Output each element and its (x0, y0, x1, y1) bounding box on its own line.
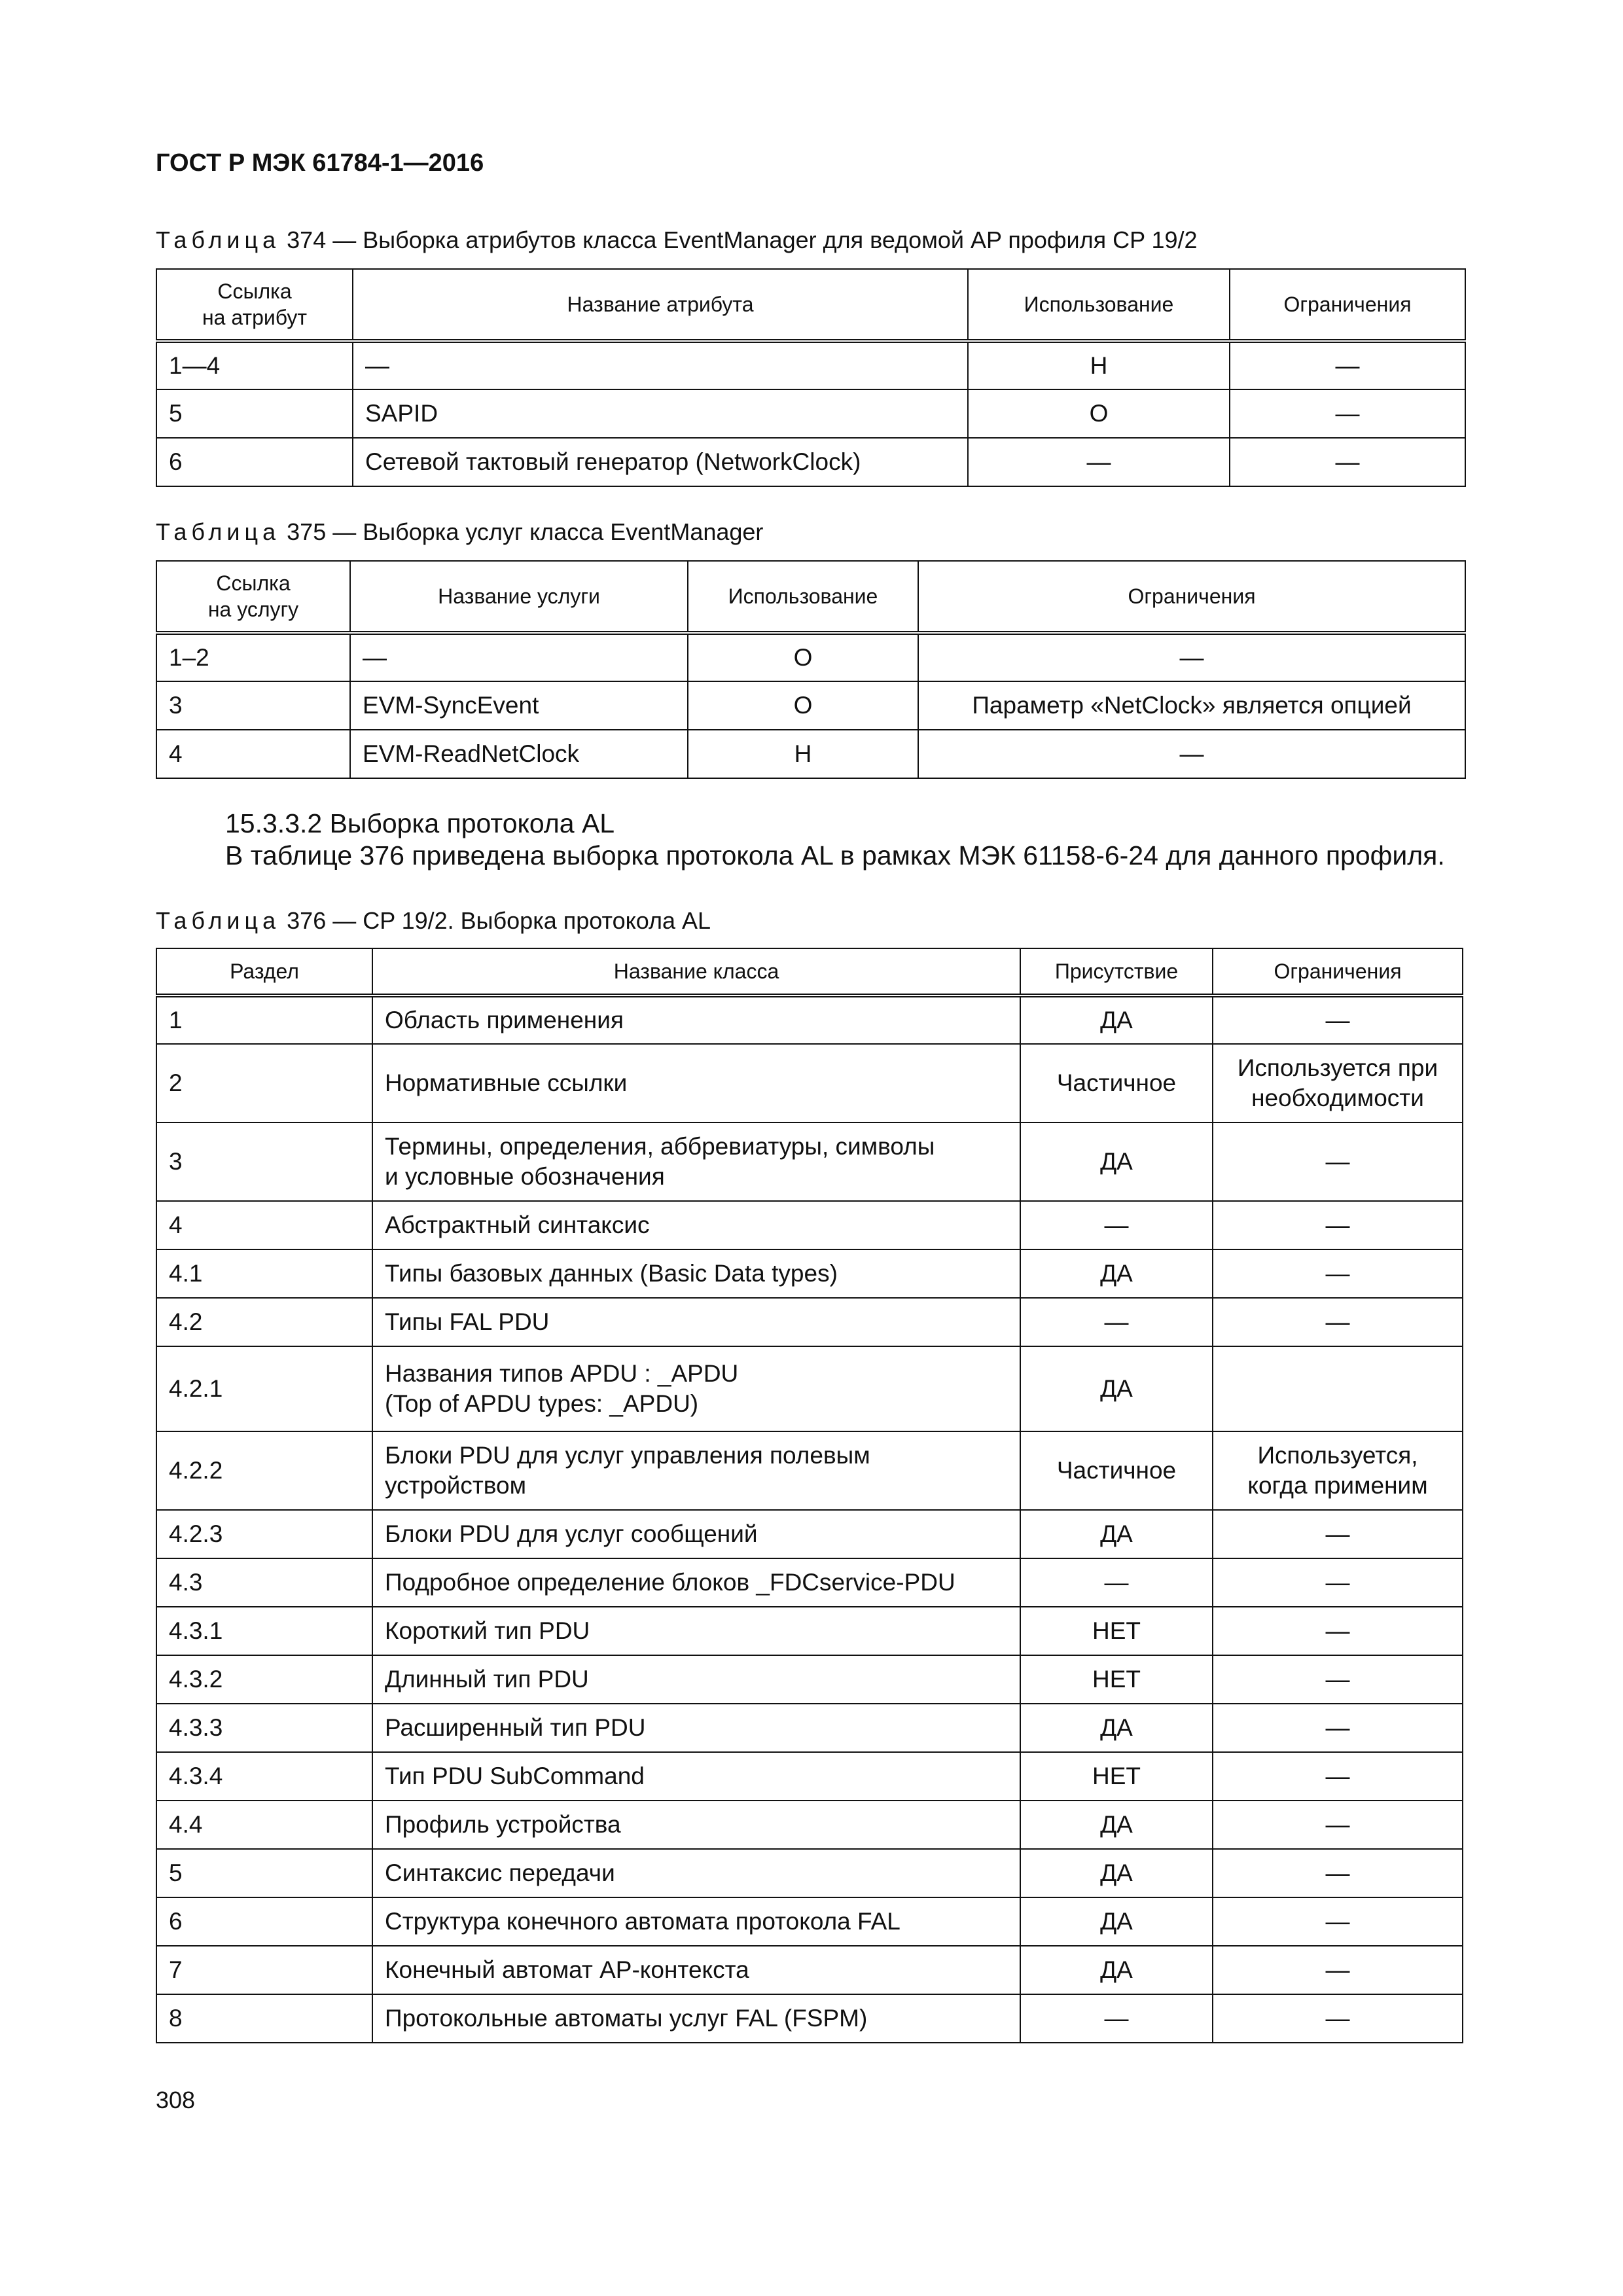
table-row (156, 681, 1465, 730)
table-cell: — (1213, 1510, 1463, 1558)
table-cell: — (1020, 1298, 1213, 1346)
table-cell: Тип PDU SubCommand (372, 1752, 1020, 1801)
column-header: Присутствие (1020, 948, 1213, 996)
table-cell: — (1230, 438, 1465, 486)
table-cell: — (1213, 996, 1463, 1044)
table-cell: 4.2 (156, 1298, 372, 1346)
caption-prefix: Таблица (156, 907, 281, 934)
table-cell: 4.3.2 (156, 1655, 372, 1704)
caption-prefix: Таблица (156, 226, 281, 253)
table-row (156, 1298, 1463, 1346)
table-cell: Длинный тип PDU (372, 1655, 1020, 1704)
table-cell: Короткий тип PDU (372, 1607, 1020, 1655)
table-cell: 1–2 (156, 633, 350, 681)
table-cell: ДА (1020, 1346, 1213, 1431)
section-paragraph: В таблице 376 приведена выборка протокола AL в рамках МЭК 61158-6-24 для данного профиля. (225, 840, 1445, 870)
column-header: Ограничения (1230, 269, 1465, 341)
table-cell: 4.4 (156, 1801, 372, 1849)
table-375-caption (156, 518, 763, 546)
table-cell: 1 (156, 996, 372, 1044)
table-cell: ДА (1020, 1801, 1213, 1849)
table-cell: Частичное (1020, 1431, 1213, 1510)
table-cell: 5 (156, 389, 353, 438)
column-header: Название атрибута (353, 269, 968, 341)
table-header-row (156, 948, 1463, 996)
table-cell: ДА (1020, 1249, 1213, 1298)
table-row (156, 1201, 1463, 1249)
table-cell: 4 (156, 730, 350, 778)
table-cell: — (1213, 1122, 1463, 1201)
page-number: 308 (156, 2087, 196, 2113)
caption-text: 376 — CP 19/2. Выборка протокола AL (280, 907, 711, 934)
column-header: Ограничения (1213, 948, 1463, 996)
column-header: Ссылка на атрибут (156, 269, 353, 341)
table-cell: — (1213, 1655, 1463, 1704)
table-cell: Конечный автомат AP-контекста (372, 1946, 1020, 1994)
table-cell: — (1213, 1946, 1463, 1994)
table-row (156, 1122, 1463, 1201)
table-cell: — (1020, 1994, 1213, 2043)
table-cell: 4.3 (156, 1558, 372, 1607)
table-cell (1213, 1346, 1463, 1431)
column-header: Использование (688, 561, 918, 633)
table-cell: — (1213, 1801, 1463, 1849)
table-row (156, 730, 1465, 778)
table-cell: Типы базовых данных (Basic Data types) (372, 1249, 1020, 1298)
table-row (156, 1849, 1463, 1897)
table-cell: Подробное определение блоков _FDCservice-PDU (372, 1558, 1020, 1607)
table-cell: 5 (156, 1849, 372, 1897)
section-heading: 15.3.3.2 Выборка протокола AL (225, 808, 615, 838)
table-row (156, 1704, 1463, 1752)
table-cell: ДА (1020, 1946, 1213, 1994)
table-row (156, 341, 1465, 389)
table-cell: Н (968, 341, 1230, 389)
table-cell: — (1230, 341, 1465, 389)
table-cell: Структура конечного автомата протокола FAL (372, 1897, 1020, 1946)
table-cell: — (1213, 1704, 1463, 1752)
table-cell: — (1020, 1558, 1213, 1607)
table-cell: ДА (1020, 1122, 1213, 1201)
table-row (156, 996, 1463, 1044)
caption-prefix: Таблица (156, 518, 281, 545)
table-cell: — (350, 633, 688, 681)
table-cell: 1—4 (156, 341, 353, 389)
table-cell: Термины, определения, аббревиатуры, символы и условные обозначения (372, 1122, 1020, 1201)
table-cell: Используется, когда применим (1213, 1431, 1463, 1510)
table-cell: НЕТ (1020, 1655, 1213, 1704)
table-cell: О (968, 389, 1230, 438)
table-cell: ДА (1020, 1849, 1213, 1897)
table-cell: — (1020, 1201, 1213, 1249)
column-header: Использование (968, 269, 1230, 341)
table-cell: 2 (156, 1044, 372, 1122)
table-cell: О (688, 633, 918, 681)
table-row (156, 1607, 1463, 1655)
table-row (156, 1897, 1463, 1946)
table-cell: — (1213, 1201, 1463, 1249)
table-row (156, 1655, 1463, 1704)
column-header: Ссылка на услугу (156, 561, 350, 633)
table-cell: — (1213, 1994, 1463, 2043)
table-row (156, 1249, 1463, 1298)
table-cell: ДА (1020, 996, 1213, 1044)
table-row (156, 1946, 1463, 1994)
document-header: ГОСТ Р МЭК 61784-1—2016 (156, 149, 484, 177)
table-cell: — (1213, 1298, 1463, 1346)
table-cell: — (1213, 1607, 1463, 1655)
column-header: Раздел (156, 948, 372, 996)
table-cell: — (1213, 1849, 1463, 1897)
table-cell: 8 (156, 1994, 372, 2043)
table-cell: EVM-SyncEvent (350, 681, 688, 730)
table-row (156, 438, 1465, 486)
table-cell: — (1213, 1249, 1463, 1298)
table-cell: Профиль устройства (372, 1801, 1020, 1849)
table-row (156, 1558, 1463, 1607)
table-cell: 4.3.1 (156, 1607, 372, 1655)
table-cell: Протокольные автоматы услуг FAL (FSPM) (372, 1994, 1020, 2043)
table-375 (156, 560, 1466, 779)
table-row (156, 1510, 1463, 1558)
table-row (156, 1801, 1463, 1849)
table-cell: 6 (156, 1897, 372, 1946)
table-cell: ДА (1020, 1897, 1213, 1946)
table-row (156, 1994, 1463, 2043)
table-row (156, 633, 1465, 681)
table-cell: 4.2.1 (156, 1346, 372, 1431)
caption-text: 374 — Выборка атрибутов класса EventManager для ведомой AP профиля CP 19/2 (280, 226, 1198, 253)
table-cell: — (353, 341, 968, 389)
table-row (156, 389, 1465, 438)
table-cell: — (1230, 389, 1465, 438)
table-cell: Частичное (1020, 1044, 1213, 1122)
table-cell: 4 (156, 1201, 372, 1249)
table-cell: НЕТ (1020, 1607, 1213, 1655)
table-cell: 3 (156, 681, 350, 730)
column-header: Название услуги (350, 561, 688, 633)
table-cell: Типы FAL PDU (372, 1298, 1020, 1346)
table-cell: Используется при необходимости (1213, 1044, 1463, 1122)
table-cell: Блоки PDU для услуг управления полевым устройством (372, 1431, 1020, 1510)
table-cell: ДА (1020, 1510, 1213, 1558)
table-cell: ДА (1020, 1704, 1213, 1752)
table-cell: Сетевой тактовый генератор (NetworkClock) (353, 438, 968, 486)
table-374 (156, 268, 1466, 487)
table-cell: 4.2.3 (156, 1510, 372, 1558)
table-row (156, 1346, 1463, 1431)
table-cell: 4.3.4 (156, 1752, 372, 1801)
table-cell: Абстрактный синтаксис (372, 1201, 1020, 1249)
table-cell: 6 (156, 438, 353, 486)
table-cell: Названия типов APDU : _APDU (Top of APDU types: _APDU) (372, 1346, 1020, 1431)
table-cell: — (968, 438, 1230, 486)
table-cell: Блоки PDU для услуг сообщений (372, 1510, 1020, 1558)
table-header-row (156, 561, 1465, 633)
table-cell: EVM-ReadNetClock (350, 730, 688, 778)
table-cell: SAPID (353, 389, 968, 438)
table-cell: НЕТ (1020, 1752, 1213, 1801)
table-cell: Н (688, 730, 918, 778)
table-header-row (156, 269, 1465, 341)
table-cell: Область применения (372, 996, 1020, 1044)
table-cell: 4.1 (156, 1249, 372, 1298)
table-cell: — (1213, 1752, 1463, 1801)
table-row (156, 1752, 1463, 1801)
column-header: Ограничения (918, 561, 1465, 633)
table-cell: Параметр «NetClock» является опцией (918, 681, 1465, 730)
column-header: Название класса (372, 948, 1020, 996)
table-cell: Синтаксис передачи (372, 1849, 1020, 1897)
table-cell: — (918, 633, 1465, 681)
table-cell: 4.2.2 (156, 1431, 372, 1510)
caption-text: 375 — Выборка услуг класса EventManager (280, 518, 764, 545)
table-cell: Нормативные ссылки (372, 1044, 1020, 1122)
table-cell: Расширенный тип PDU (372, 1704, 1020, 1752)
table-row (156, 1044, 1463, 1122)
table-cell: О (688, 681, 918, 730)
table-row (156, 1431, 1463, 1510)
table-cell: — (918, 730, 1465, 778)
table-374-caption (156, 226, 1198, 254)
table-cell: 7 (156, 1946, 372, 1994)
table-376 (156, 948, 1463, 2043)
table-376-caption (156, 907, 711, 935)
table-cell: 3 (156, 1122, 372, 1201)
table-cell: — (1213, 1897, 1463, 1946)
table-cell: 4.3.3 (156, 1704, 372, 1752)
table-cell: — (1213, 1558, 1463, 1607)
